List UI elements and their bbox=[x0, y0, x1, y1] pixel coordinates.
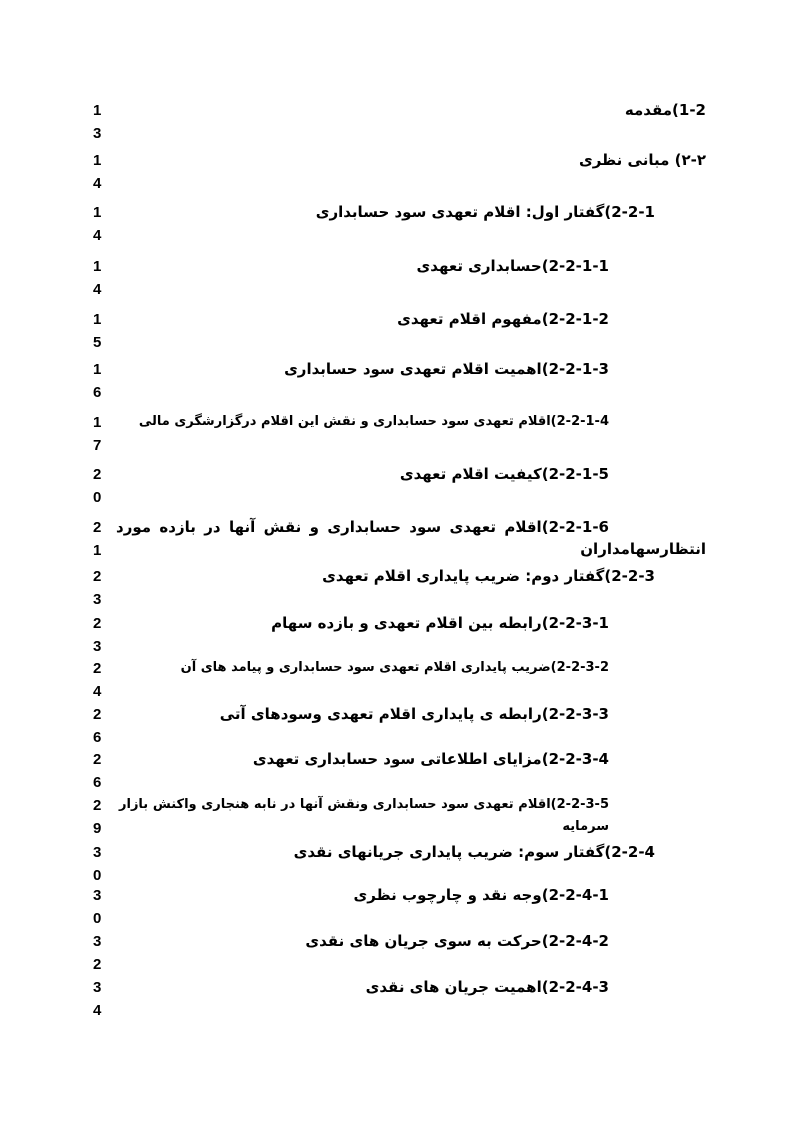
page-digit: 2 bbox=[93, 797, 102, 814]
page-digit: 1 bbox=[93, 258, 102, 275]
page-digit: 1 bbox=[93, 542, 102, 559]
page-digit: 6 bbox=[93, 774, 102, 791]
page-digit: 3 bbox=[93, 979, 102, 996]
page-digit: 2 bbox=[93, 751, 102, 768]
toc-page-number bbox=[93, 149, 111, 195]
toc-title: 2-2-3)گفتار دوم: ضریب پایداری اقلام تعهدی bbox=[322, 567, 655, 585]
page-digit: 4 bbox=[93, 1002, 102, 1019]
toc-page-number bbox=[93, 976, 111, 1022]
page-digit: 4 bbox=[93, 227, 102, 244]
page-digit: 1 bbox=[93, 361, 102, 378]
toc-page-number bbox=[93, 930, 111, 976]
toc-page-number bbox=[93, 884, 111, 930]
toc-page-number bbox=[93, 463, 111, 509]
toc-title: 2-2-4-1)وجه نقد و چارچوب نظری bbox=[353, 886, 609, 904]
page-digit: 1 bbox=[93, 311, 102, 328]
page-digit: 5 bbox=[93, 334, 102, 351]
toc-page-number bbox=[93, 748, 111, 794]
toc-page-number bbox=[93, 612, 111, 658]
toc-title: 2-2-3-3)رابطه ی پایداری اقلام تعهدی وسودهای آتی bbox=[219, 705, 609, 723]
page-digit: 6 bbox=[93, 384, 102, 401]
toc-page-number bbox=[93, 411, 111, 457]
page-digit: 3 bbox=[93, 638, 102, 655]
toc-page-number bbox=[93, 794, 111, 840]
page-digit: 0 bbox=[93, 910, 102, 927]
page-digit: 1 bbox=[93, 102, 102, 119]
toc-title: 2-2-1-1)حسابداری تعهدی bbox=[416, 257, 609, 275]
page-digit: 4 bbox=[93, 281, 102, 298]
page-digit: 7 bbox=[93, 437, 102, 454]
toc-page-number bbox=[93, 516, 111, 562]
toc-page-number bbox=[93, 255, 111, 301]
toc-title: 2-2-3-2)ضریب پایداری اقلام تعهدی سود حسابداری و پیامد های آن bbox=[180, 660, 609, 675]
toc-title: 2-2-1-6)اقلام تعهدی سود حسابداری و نقش آنها در بازده مورد انتظارسهامداران bbox=[116, 518, 706, 558]
toc-title: 2-2-3-5)اقلام تعهدی سود حسابداری ونقش آنها در نابه هنجاری واکنش بازار سرمایه bbox=[119, 797, 609, 834]
page-digit: 2 bbox=[93, 660, 102, 677]
page-digit: 1 bbox=[93, 204, 102, 221]
toc-page-number bbox=[93, 99, 111, 145]
page-digit: 3 bbox=[93, 125, 102, 142]
page-digit: 0 bbox=[93, 489, 102, 506]
page-digit: 3 bbox=[93, 844, 102, 861]
page-digit: 4 bbox=[93, 683, 102, 700]
page-digit: 2 bbox=[93, 568, 102, 585]
toc-title: 2-2-4-3)اهمیت جریان های نقدی bbox=[365, 978, 609, 996]
toc-page-number bbox=[93, 703, 111, 749]
page-digit: 2 bbox=[93, 519, 102, 536]
toc-title: 2-2-3-1)رابطه بین اقلام تعهدی و بازده سهام bbox=[271, 614, 609, 632]
toc-title: 2-2-4)گفتار سوم: ضریب پایداری جریانهای نقدی bbox=[293, 843, 655, 861]
toc-page-number bbox=[93, 841, 111, 887]
page-digit: 3 bbox=[93, 591, 102, 608]
page-digit: 3 bbox=[93, 933, 102, 950]
toc-page-number bbox=[93, 308, 111, 354]
page-digit: 2 bbox=[93, 706, 102, 723]
toc-title: 2-2-4-2)حرکت به سوی جریان های نقدی bbox=[305, 932, 609, 950]
toc-title: 2-2-3-4)مزایای اطلاعاتی سود حسابداری تعهدی bbox=[252, 750, 609, 768]
page-digit: 9 bbox=[93, 820, 102, 837]
page-digit: 2 bbox=[93, 466, 102, 483]
toc-page-number bbox=[93, 358, 111, 404]
page-digit: 1 bbox=[93, 414, 102, 431]
toc-page-number bbox=[93, 201, 111, 247]
toc-title: ۲-۲) مبانی نظری bbox=[578, 151, 706, 169]
page-digit: 4 bbox=[93, 175, 102, 192]
toc-title: 2-2-1-4)اقلام تعهدی سود حسابداری و نقش این اقلام درگزارشگری مالی bbox=[138, 414, 609, 429]
page-digit: 1 bbox=[93, 152, 102, 169]
toc-title: 2-2-1)گفتار اول: اقلام تعهدی سود حسابداری bbox=[315, 203, 655, 221]
page-digit: 2 bbox=[93, 615, 102, 632]
toc-title: 1-2)مقدمه bbox=[624, 101, 706, 119]
toc-page-number bbox=[93, 657, 111, 703]
page-digit: 2 bbox=[93, 956, 102, 973]
page-digit: 0 bbox=[93, 867, 102, 884]
toc-title: 2-2-1-2)مفهوم اقلام تعهدی bbox=[397, 310, 609, 328]
page-digit: 3 bbox=[93, 887, 102, 904]
toc-page-number bbox=[93, 565, 111, 611]
toc-title: 2-2-1-5)کیفیت اقلام تعهدی bbox=[399, 465, 609, 483]
page-digit: 6 bbox=[93, 729, 102, 746]
toc-title: 2-2-1-3)اهمیت اقلام تعهدی سود حسابداری bbox=[284, 360, 609, 378]
